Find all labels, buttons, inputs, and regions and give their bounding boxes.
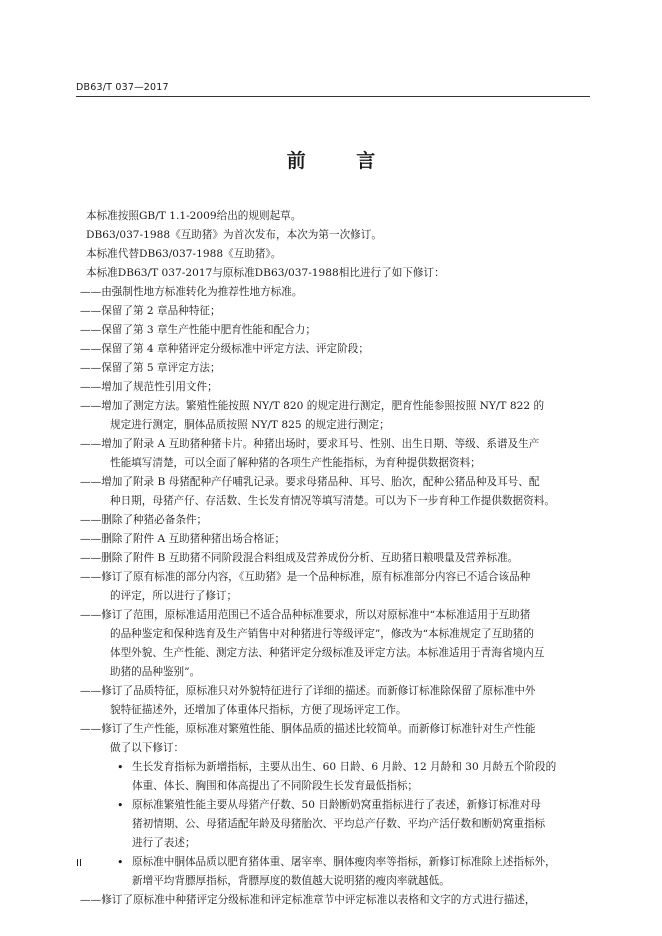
revision-item-continuation: 体型外貌、生产性能、测定方法、种猪评定分级标准及评定方法。本标准适用于青海省境内互 [110,647,545,659]
revision-item-continuation: 助猪的品种鉴别”。 [110,666,201,678]
bullet-text: 猪初情期、公、母猪适配年龄及母猪胎次、平均总产仔数、平均产活仔数和断奶窝重指标 [132,818,546,830]
bullet-item-continuation [80,815,590,834]
bullet-list [80,758,590,891]
document-code: DB63/T 037—2017 [76,82,169,93]
revision-item: ——由强制性地方标准转化为推荐性地方标准。 [80,286,303,298]
revision-item: ——删除了种猪必备条件； [80,514,208,526]
revision-item: ——修订了范围，原标准适用范围已不适合品种标准要求，所以对原标准中“本标准适用于互助猪 [80,609,531,621]
bullet-item-continuation [80,872,590,891]
revision-item: ——增加了附录 A 互助猪种猪卡片。种猪出场时，要求耳号、性别、出生日期、等级、系谱及生产 [80,438,540,450]
bullet-text: 生长发育指标为新增指标，主要从出生、60 日龄、6 月龄、12 月龄和 30 月龄五个阶段的 [132,761,557,773]
revision-item: ——删除了附件 B 互助猪不同阶段混合料组成及营养成份分析、互助猪日粮喂量及营养标准。 [80,552,519,564]
revision-list [80,283,590,758]
revision-item: ——保留了第 2 章品种特征； [80,305,221,317]
revision-item: ——修订了原有标准的部分内容，《互助猪》是一个品种标准，原有标准部分内容已不适合该品种 [80,571,531,583]
intro-paragraph: 本标准DB63/T 037-2017与原标准DB63/037-1988相比进行了如下修订： [86,267,445,279]
bullet-item-continuation [80,834,590,853]
revision-item: ——增加了规范性引用文件； [80,381,218,393]
intro-paragraph: DB63/037-1988《互助猪》为首次发布，本次为第一次修订。 [86,229,382,241]
bullet-text: 新增平均背膘厚指标，背膘厚度的数值越大说明猪的瘦肉率就越低。 [132,875,450,887]
revision-item: ——保留了第 4 章种猪评定分级标准中评定方法、评定阶段； [80,343,369,355]
revision-item: ——修订了品质特征，原标准只对外貌特征进行了详细的描述。而新修订标准除保留了原标准中外 [80,685,536,697]
bullet-item [80,796,590,815]
bullet-text: 原标准中胴体品质以肥育猪体重、屠宰率、胴体瘦肉率等指标，新修订标准除上述指标外， [132,856,556,868]
revision-item-continuation: 貌特征描述外，还增加了体重体尺指标，方便了现场评定工作。 [110,704,407,716]
intro-paragraph: 本标准代替DB63/037-1988《互助猪》。 [86,248,282,260]
revision-item-continuation: 种日期，母猪产仔、存活数、生长发育情况等填写清楚。可以为下一步育种工作提供数据资料。 [110,495,555,507]
bullet-item-continuation [80,777,590,796]
revision-item: ——增加了附录 B 母猪配种产仔哺乳记录。要求母猪品种、耳号、胎次，配种公猪品种及耳号、配 [80,476,540,488]
revision-item: ——保留了第 3 章生产性能中肥育性能和配合力； [80,324,316,336]
revision-item: ——修订了原标准中种猪评定分级标准和评定标准章节中评定标准以表格和文字的方式进行描述， [80,894,536,906]
bullet-item [80,853,590,872]
bullet-text: 进行了表述； [132,837,196,849]
revision-item: ——删除了附件 A 互助猪种猪出场合格证； [80,533,286,545]
intro-paragraph: 本标准按照GB/T 1.1-2009给出的规则起草。 [86,210,302,222]
revision-item-continuation: 的评定，所以进行了修订； [110,590,238,602]
bullet-icon: • [117,856,124,869]
revision-item: ——保留了第 5 章评定方法； [80,362,221,374]
revision-item-continuation: 性能填写清楚，可以全面了解种猪的各项生产性能指标，为育种提供数据资料； [110,457,481,469]
revision-item-continuation: 规定进行测定，胴体品质按照 NY/T 825 的规定进行测定； [110,419,390,431]
bullet-text: 原标准繁殖性能主要从母猪产仔数、50 日龄断奶窝重指标进行了表述，新修订标准对母 [132,799,541,811]
bullet-item [80,758,590,777]
page-title: 前 言 [286,150,398,172]
header-divider [76,96,590,97]
page-number: II [76,858,82,869]
revision-item-continuation: 的品种鉴定和保种选育及生产销售中对种猪进行等级评定”，修改为“本标准规定了互助猪的 [110,628,534,640]
document-body [80,207,590,910]
bullet-icon: • [117,799,124,812]
bullet-icon: • [117,761,124,774]
revision-item: ——增加了测定方法。繁殖性能按照 NY/T 820 的规定进行测定，肥育性能参照按照 NY/T 822 的 [80,400,545,412]
bullet-text: 体重、体长、胸围和体高提出了不同阶段生长发育最低指标； [132,780,419,792]
revision-item-continuation: 做了以下修订： [110,742,185,754]
revision-item: ——修订了生产性能，原标准对繁殖性能、胴体品质的描述比较简单。而新修订标准针对生产性能 [80,723,536,735]
